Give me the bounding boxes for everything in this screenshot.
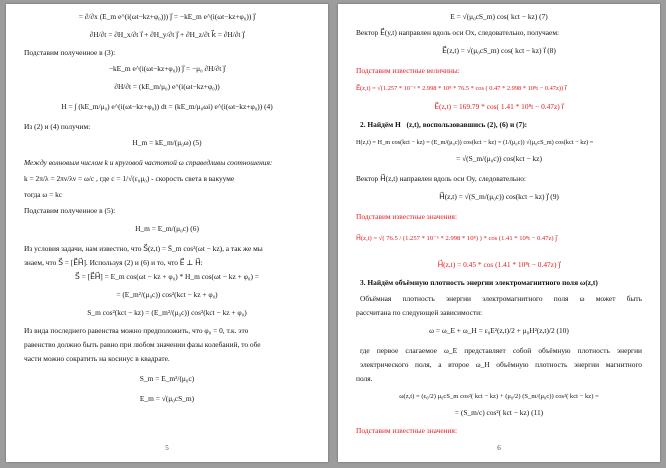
paragraph-text: тогда ω = kc xyxy=(24,190,63,199)
equation-line: H_m = E_m/(μ₀c) (6) xyxy=(135,224,199,233)
paragraph-text: Вектор E⃗(y,t) направлен вдоль оси Ox, следовательно, получаем: xyxy=(356,28,560,37)
highlighted-equation: E⃗(z,t) = √(1.257 * 10⁻⁶ * 2.998 * 10⁸ * 76.5 * cos ( 0.47 * 2.998 * 10⁸t − 0.47z)) ı⃗ xyxy=(356,85,567,92)
paragraph-text: равенство должно быть равно при любом значении фазы колебаний, то обе xyxy=(24,340,261,349)
equation-line: S_m = E_m²/(μ₀c) xyxy=(139,374,195,383)
section-heading: 2. Найдём H⃗(z,t), воспользовавшись (2), (6) и (7): xyxy=(360,120,528,129)
equation-line: ∂H/∂t = ∂H_x/∂t ı⃗ + ∂H_y/∂t ȷ⃗ + ∂H_z/∂t k⃗ = ∂H/∂t ȷ⃗ xyxy=(89,30,245,39)
equation-line: H = ∫ (kE_m/μ₀) e^(i(ωt−kz+φ₀)) dt = (kE_m/μ₀ωi) e^(i(ωt−kz+φ₀)) (4) xyxy=(61,102,273,111)
paragraph-text: Между волновым числом k и круговой частотой ω справедливы соотношения: xyxy=(24,158,273,167)
highlighted-equation: E⃗(z,t) = 169.79 * cos( 1.41 * 10⁸t − 0.47z) ı⃗ xyxy=(434,102,564,111)
paragraph-text: части можно сократить на косинус в квадрате. xyxy=(24,354,170,363)
paragraph-text: Объёмная плотность энергии электромагнитного поля ω может быть xyxy=(360,294,642,303)
paragraph-text: Вектор H⃗(z,t) направлен вдоль оси Oy, следовательно: xyxy=(356,174,526,183)
equation-line: −kE_m e^(i(ωt−kz+φ₀)) ȷ⃗ = −μ₀ ∂H/∂t ȷ⃗ xyxy=(108,64,226,73)
section-heading: 3. Найдём объёмную плотность энергии электромагнитного поля ω(z,t) xyxy=(360,278,598,287)
highlighted-equation: H⃗(z,t) = 0.45 * cos (1.41 * 10⁸t − 0.47z) ȷ⃗ xyxy=(437,260,561,269)
equation-line: S⃗ = [E⃗H⃗] = E_m cos(ωt − kz + φ₀) * H_m cos(ωt − kz + φ₀) = xyxy=(75,272,259,281)
equation-line: ω(z,t) = (ε₀/2) μ₀cS_m cos²( kct − kz) + (μ₀/2) (S_m/(μ₀c)) cos²( kct − kz) = xyxy=(399,393,599,400)
equation-line: E⃗(z,t) = √(μ₀cS_m) cos( kct − kz) ı⃗ (8) xyxy=(442,46,556,55)
paragraph-text: Подставим полученное в (5): xyxy=(24,206,116,215)
equation-line: = (S_m/c) cos²( kct − kz) (11) xyxy=(454,408,544,417)
equation-line: = ∂/∂x (E_m e^(i(ωt−kz+φ₀))) ȷ⃗ = −kE_m e^(i(ωt−kz+φ₀)) ȷ⃗ xyxy=(78,12,256,21)
highlighted-text: Подставим известные значения: xyxy=(356,426,457,435)
paragraph-text: где первое слагаемое ω_E представляет собой объёмную плотность энергии xyxy=(360,346,642,355)
equation-line: ∂H/∂t = (kE_m/μ₀) e^(i(ωt−kz+φ₀)) xyxy=(114,82,220,91)
highlighted-equation: H⃗(z,t) = √( 76.5 / (1.257 * 10⁻⁶ * 2.998 * 10⁸) ) * cos (1.41 * 10⁸t − 0.47z) ȷ⃗ xyxy=(356,235,558,242)
highlighted-text: Подставим известные значения: xyxy=(356,212,457,221)
equation-line: E_m = √(μ₀cS_m) xyxy=(139,394,195,403)
equation-line: S_m cos²(kct − kz) = (E_m²/(μ₀c)) cos²(kct − kz + φ₀) xyxy=(87,308,247,317)
equation-line: H⃗(z,t) = √(S_m/(μ₀c)) cos(kct − kz) ȷ⃗ (9) xyxy=(439,192,559,201)
paragraph-text: поля. xyxy=(356,374,373,383)
equation-line: H(z,t) = H_m cos(kct − kz) = (E_m/(μ₀c)) cos(kct − kz) = (1/(μ₀c)) √(μ₀cS_m) cos(kct − kz) = xyxy=(356,139,594,146)
document-page-6 xyxy=(338,4,660,462)
page-number: 6 xyxy=(497,444,501,452)
equation-line: E = √(μ₀cS_m) cos( kct − kz) (7) xyxy=(450,12,548,21)
equation-line: H_m = kE_m/(μ₀ω) (5) xyxy=(132,138,202,147)
page-number: 5 xyxy=(165,444,169,452)
paragraph-text: Из (2) и (4) получим: xyxy=(24,122,91,131)
paragraph-text: Из условия задачи, нам известно, что S⃗(z,t) = S̄_m cos²(ωt − kz), а так же мы xyxy=(24,244,263,253)
equation-line: = (E_m²/(μ₀c)) cos²(kct − kz + φ₀) xyxy=(116,290,218,299)
paragraph-text: Подставим полученное в (3): xyxy=(24,48,116,57)
equation-line: = √(S_m/(μ₀c)) cos(kct − kz) xyxy=(456,154,542,163)
highlighted-text: Подставим известные величины: xyxy=(356,66,460,75)
equation-line: k = 2π/λ = 2πν/λν = ω/c , где c = 1/√(ε₀μ₀) - скорость света в вакууме xyxy=(24,174,235,183)
paragraph-text: рассчитана по следующей зависимости: xyxy=(356,308,483,317)
paragraph-text: электрического поля, а второе ω_H объёмную плотность энергии магнитного xyxy=(360,360,642,369)
equation-line: ω = ω_E + ω_H = ε₀E²(z,t)/2 + μ₀H²(z,t)/2 (10) xyxy=(429,326,569,335)
paragraph-text: знаем, что S⃗ = [E⃗H⃗]. Используя (2) и (6) и то, что E⃗ ⊥ H⃗: xyxy=(24,258,203,267)
document-page-5 xyxy=(6,4,328,462)
paragraph-text: Из вида последнего равенства можно предположить, что φ₀ = 0, т.к. это xyxy=(24,326,249,335)
